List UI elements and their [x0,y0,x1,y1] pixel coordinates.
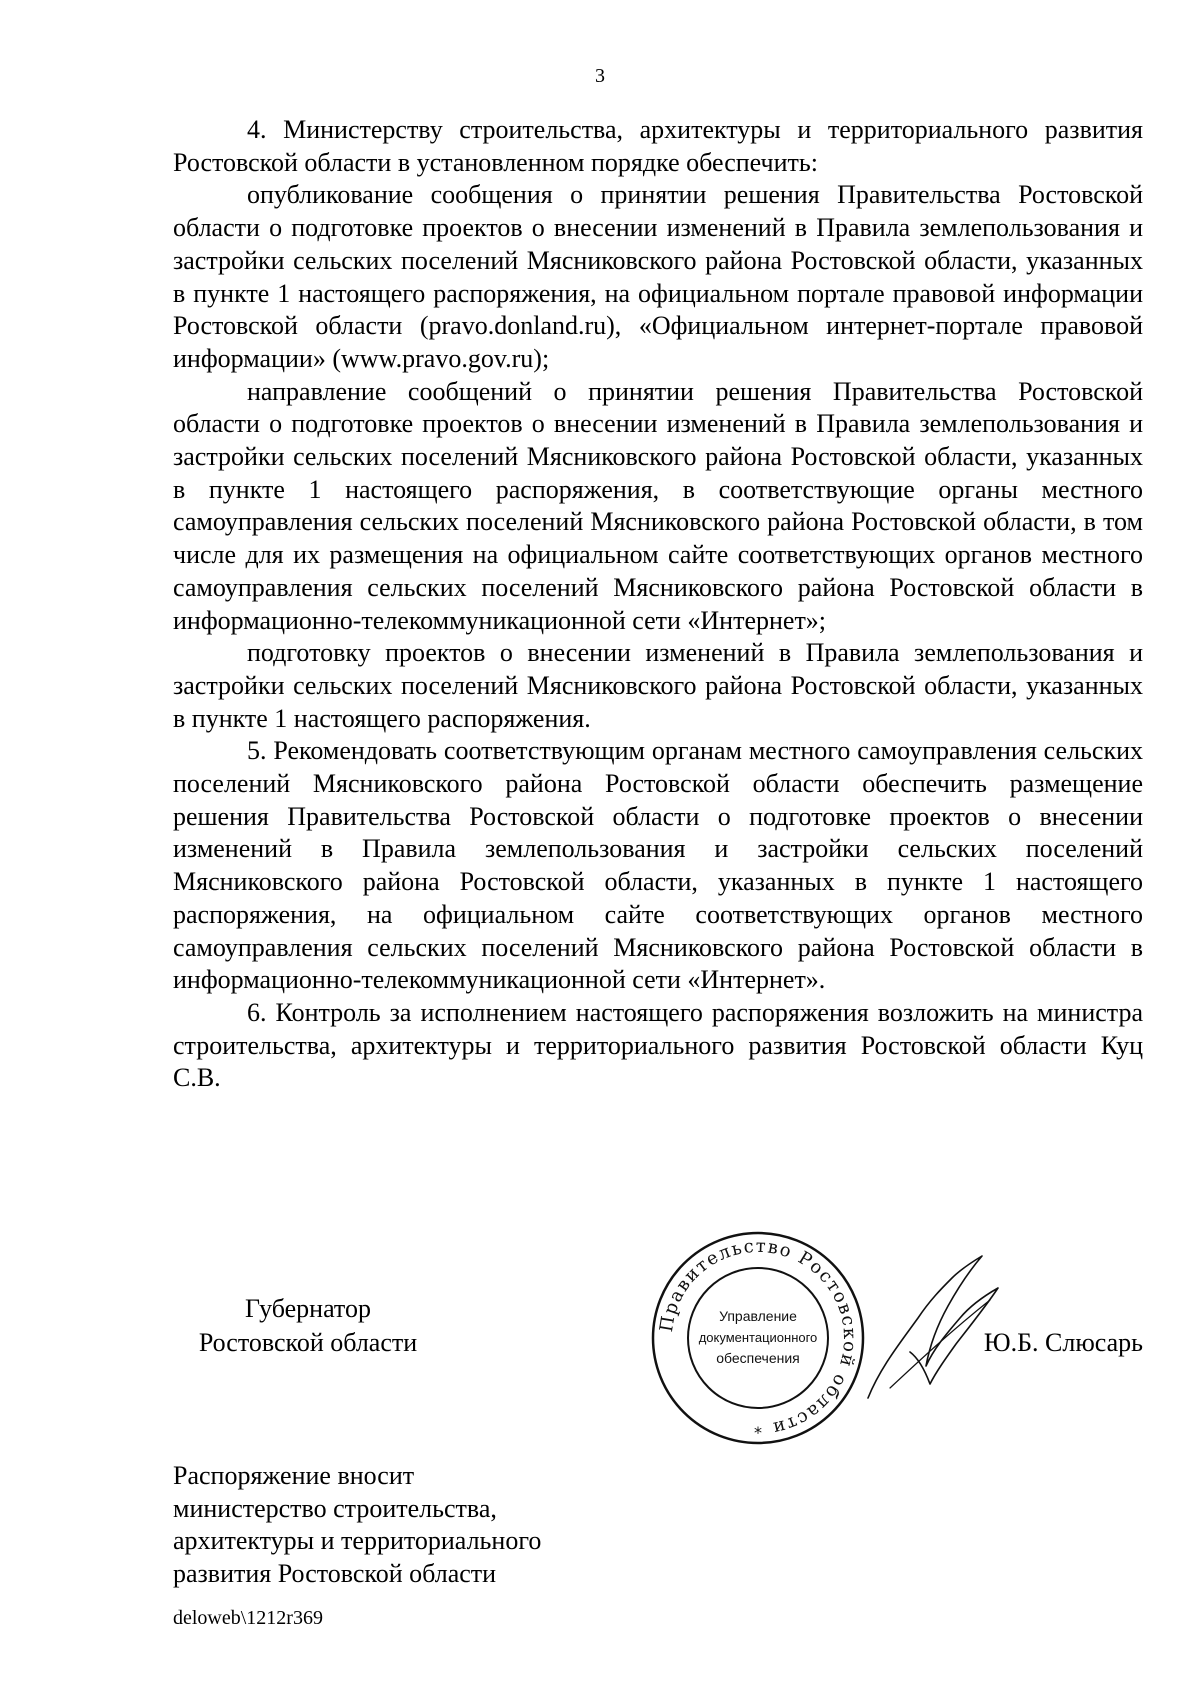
seal-ring-text: Правительство Ростовской области [655,1235,861,1439]
submitter-line-2: министерство строительства, [173,1493,497,1523]
file-reference: deloweb\1212r369 [173,1607,323,1629]
submitter-note [173,1460,773,1591]
paragraph-preparation: подготовку проектов о внесении изменений в Правила землепользования и застройки сельских поселений Мясниковского района Ростовской области, указанных в пункте 1 настоящего распоряжения. [173,638,1143,733]
seal-center-line-1: Управление [719,1308,797,1324]
paragraph-item-6: 6. Контроль за исполнением настоящего распоряжения возложить на министра строительства, архитектуры и территориального развития Ростовской области Куц С.В. [173,997,1143,1093]
seal-center-line-3: обеспечения [716,1350,800,1366]
document-body [173,114,1143,1095]
signer-position [178,1292,438,1360]
paragraph-item-4: 4. Министерству строительства, архитектуры и территориального развития Ростовской области в установленном порядке обеспечить: [173,115,1143,177]
signer-position-line-2: Ростовской области [198,1328,418,1357]
submitter-line-4: развития Ростовской области [173,1559,497,1589]
paragraph-notification: направление сообщений о принятии решения Правительства Ростовской области о подготовке проектов о внесении изменений в Правила землепользования и застройки сельских поселений Мясниковского района Ростовской области, указанных в пункте 1 настоящего распоряжения, в соответствующие органы местного самоуправления сельских поселений Мясниковского района Ростовской области, в том числе для их размещения на официальном сайте соответствующих органов местного самоуправления сельских поселений Мясниковского района Ростовской области в информационно-телекоммуникационной сети «Интернет»; [173,376,1143,635]
seal-center-line-2: документационного [698,1330,818,1345]
signer-name: Ю.Б. Слюсарь [983,1328,1143,1357]
page-number: 3 [595,65,605,87]
submitter-line-1: Распоряжение вносит [173,1461,415,1490]
seal-star-icon: * [754,1423,762,1442]
submitter-line-3: архитектуры и территориального [173,1526,542,1556]
paragraph-publication: опубликование сообщения о принятии решения Правительства Ростовской области о подготовке проектов о внесении изменений в Правила землепользования и застройки сельских поселений Мясниковского района Ростовской области, указанных в пункте 1 настоящего распоряжения, на официальном портале правовой информации Ростовской области (pravo.donland.ru), «Официальном интернет-портале правовой информации» (www.pravo.gov.ru); [173,180,1143,373]
signature-block [0,1235,1200,1460]
official-seal [648,1228,868,1448]
paragraph-item-5: 5. Рекомендовать соответствующим органам местного самоуправления сельских поселений Мясниковского района Ростовской области обеспечить размещение решения Правительства Ростовской области о подготовке проектов о внесении изменений в Правила землепользования и застройки сельских поселений Мясниковского района Ростовской области, указанных в пункте 1 настоящего распоряжения, на официальном сайте соответствующих органов местного самоуправления сельских поселений Мясниковского района Ростовской области в информационно-телекоммуникационной сети «Интернет». [173,736,1143,995]
signer-position-line-1: Губернатор [245,1294,371,1323]
